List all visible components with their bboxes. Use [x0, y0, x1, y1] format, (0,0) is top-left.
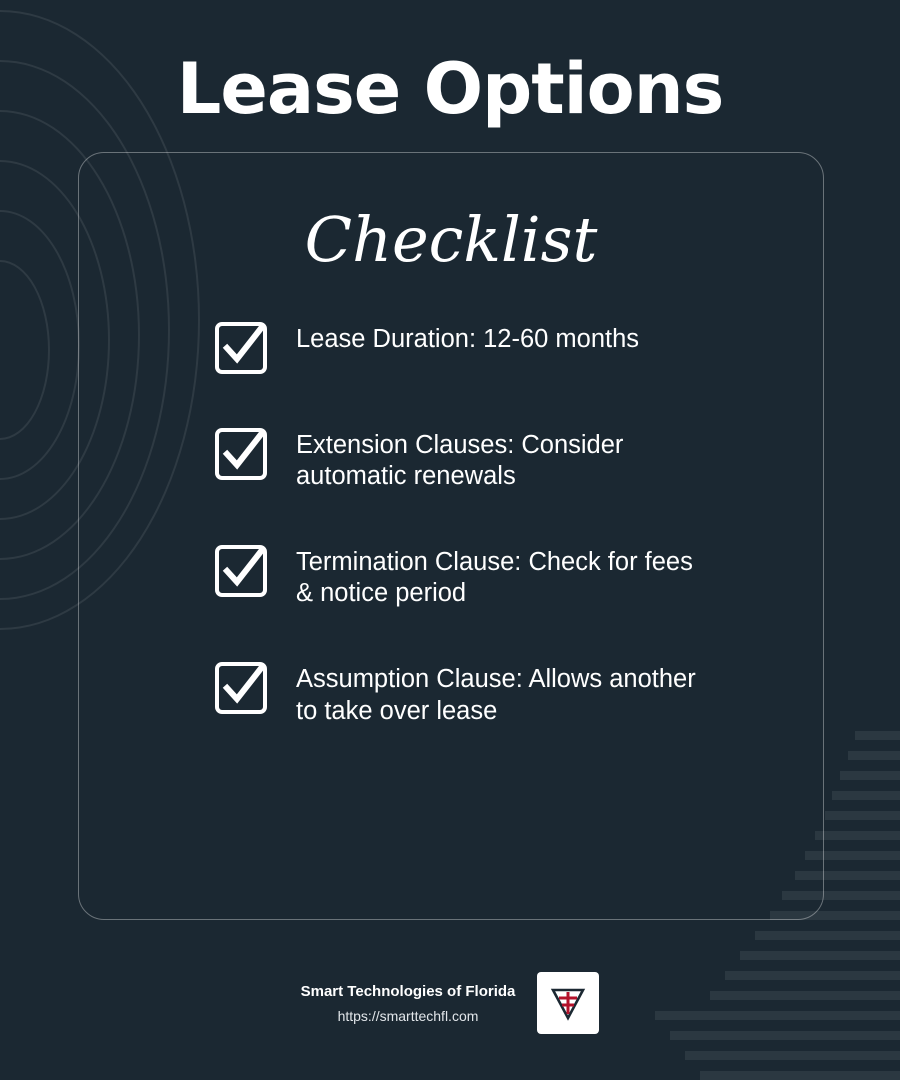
list-item — [214, 661, 774, 726]
checkbox-checked-icon — [214, 544, 268, 598]
list-item — [214, 427, 774, 492]
list-item-label: Lease Duration: 12-60 months — [296, 325, 640, 353]
website-url[interactable]: https://smarttechfl.com — [337, 1007, 479, 1024]
card-subtitle: Checklist — [304, 203, 598, 276]
smart-tech-logo — [537, 972, 599, 1034]
checklist-card — [78, 152, 824, 920]
checkbox-checked-icon — [214, 661, 268, 715]
brand-name: Smart Technologies of Florida — [300, 982, 516, 1000]
checkbox-checked-icon — [214, 427, 268, 481]
footer — [0, 972, 900, 1034]
checklist-items — [214, 321, 774, 727]
footer-text-block — [301, 983, 516, 1024]
list-item — [214, 544, 774, 609]
page-title: Lease Options — [176, 48, 724, 130]
list-item-label: Assumption Clause: Allows another to take over lease — [296, 665, 696, 725]
list-item — [214, 321, 774, 375]
list-item-label: Extension Clauses: Consider automatic renewals — [296, 431, 624, 491]
checkbox-checked-icon — [214, 321, 268, 375]
list-item-label: Termination Clause: Check for fees & notice period — [296, 548, 693, 608]
